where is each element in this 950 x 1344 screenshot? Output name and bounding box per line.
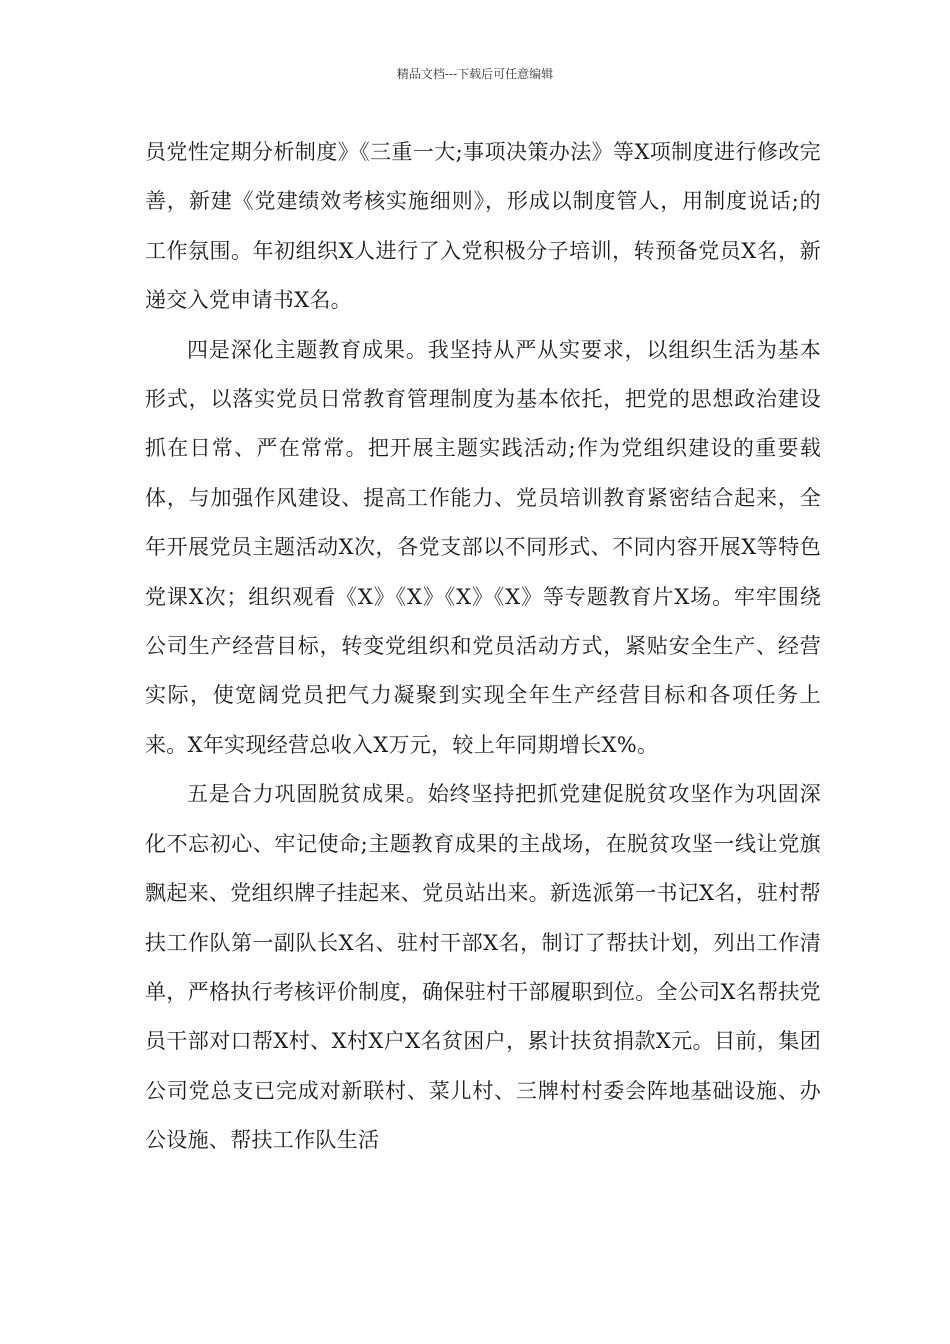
page-header: 精品文档---下载后可任意编辑 (396, 67, 554, 81)
document-body (145, 128, 821, 1166)
paragraph-continuation: 员党性定期分析制度》《三重一大;事项决策办法》等X项制度进行修改完善，新建《党建绩效考核实施细则》，形成以制度管人，用制度说话;的工作氛围。年初组织X人进行了入党积极分子培训，转预备党员X名，新递交入党申请书X名。 (145, 140, 821, 313)
paragraph-theme-education: 四是深化主题教育成果。我坚持从严从实要求，以组织生活为基本形式，以落实党员日常教育管理制度为基本依托，把党的思想政治建设抓在日常、严在常常。把开展主题实践活动;作为党组织建设的重要载体，与加强作风建设、提高工作能力、党员培训教育紧密结合起来，全年开展党员主题活动X次，各党支部以不同形式、不同内容开展X等特色党课X次；组织观看《X》《X》《X》《X》等专题教育片X场。牢牢围绕公司生产经营目标，转变党组织和党员活动方式，紧贴安全生产、经营实际，使宽阔党员把气力凝聚到实现全年生产经营目标和各项任务上来。X年实现经营总收入X万元，较上年同期增长X%。 (145, 337, 821, 757)
paragraph-poverty-alleviation: 五是合力巩固脱贫成果。始终坚持把抓党建促脱贫攻坚作为巩固深化不忘初心、牢记使命;主题教育成果的主战场，在脱贫攻坚一线让党旗飘起来、党组织牌子挂起来、党员站出来。新选派第一书记X名，驻村帮扶工作队第一副队长X名、驻村干部X名，制订了帮扶计划，列出工作清单，严格执行考核评价制度，确保驻村干部履职到位。全公司X名帮扶党员干部对口帮X村、X村X户X名贫困户，累计扶贫捐款X元。目前，集团公司党总支已完成对新联村、菜儿村、三牌村村委会阵地基础设施、办公设施、帮扶工作队生活 (145, 782, 821, 1153)
